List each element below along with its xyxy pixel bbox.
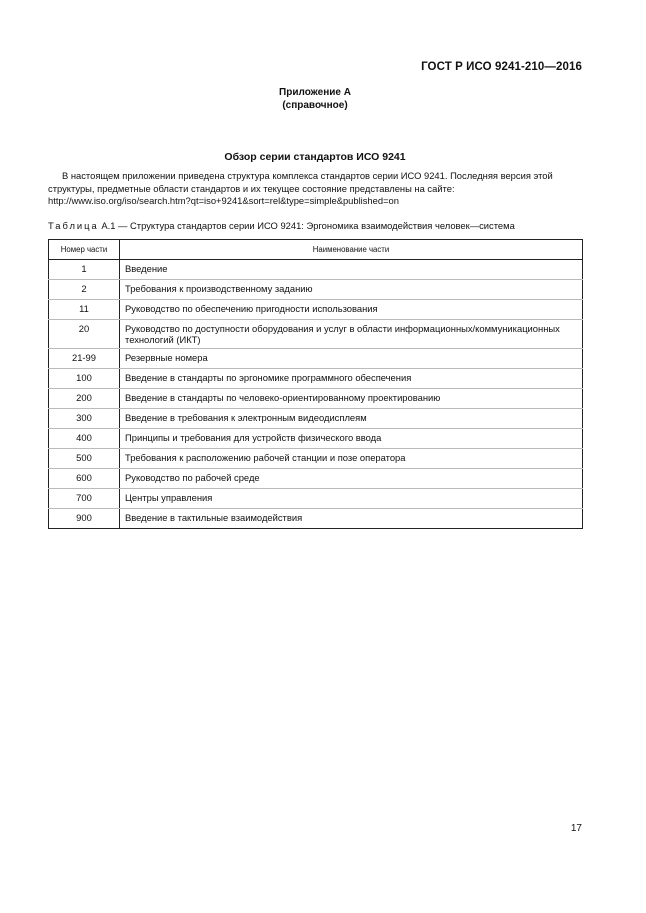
part-number: 200 (49, 389, 120, 409)
intro-text: В настоящем приложении приведена структура комплекса стандартов серии ИСО 9241. Последняя версия этой структуры, предметные области стандартов и их текущее состояние представлены на сайте: http://www.iso.org/iso/search.htm?qt=iso+9241&sort=rel&type=simple&published=on (48, 170, 553, 206)
table-body (49, 260, 583, 529)
table-row (49, 280, 583, 300)
part-name: Введение (120, 260, 583, 280)
annex-type: (справочное) (282, 100, 348, 111)
table-header-row (49, 240, 583, 260)
part-number: 20 (49, 320, 120, 349)
part-name: Введение в стандарты по эргономике программного обеспечения (120, 369, 583, 389)
table-row (49, 409, 583, 429)
part-name: Введение в стандарты по человеко-ориентированному проектированию (120, 389, 583, 409)
table-row (49, 300, 583, 320)
part-number: 21-99 (49, 349, 120, 369)
table-row (49, 260, 583, 280)
annex-heading (0, 86, 630, 112)
part-name: Руководство по обеспечению пригодности использования (120, 300, 583, 320)
part-name: Руководство по рабочей среде (120, 469, 583, 489)
intro-paragraph (48, 170, 584, 208)
table-row (49, 469, 583, 489)
part-number: 900 (49, 509, 120, 529)
part-name: Центры управления (120, 489, 583, 509)
part-number: 11 (49, 300, 120, 320)
table-caption-text: А.1 — Структура стандартов серии ИСО 9241: Эргономика взаимодействия человек—система (101, 220, 515, 231)
part-name: Требования к расположению рабочей станции и позе оператора (120, 449, 583, 469)
part-number: 300 (49, 409, 120, 429)
table-caption (48, 220, 588, 231)
part-number: 600 (49, 469, 120, 489)
column-header-name: Наименование части (120, 240, 583, 260)
part-number: 500 (49, 449, 120, 469)
table-row (49, 489, 583, 509)
part-name: Требования к производственному заданию (120, 280, 583, 300)
part-name: Введение в тактильные взаимодействия (120, 509, 583, 529)
part-number: 2 (49, 280, 120, 300)
table-row (49, 509, 583, 529)
table-row (49, 349, 583, 369)
section-title: Обзор серии стандартов ИСО 9241 (224, 151, 406, 163)
part-name: Принципы и требования для устройств физического ввода (120, 429, 583, 449)
page-number: 17 (570, 823, 582, 834)
document-code: ГОСТ Р ИСО 9241-210—2016 (421, 61, 582, 73)
part-number: 400 (49, 429, 120, 449)
table-row (49, 429, 583, 449)
part-name: Руководство по доступности оборудования и услуг в области информационных/коммуникационных технологий (ИКТ) (120, 320, 583, 349)
part-number: 700 (49, 489, 120, 509)
part-number: 1 (49, 260, 120, 280)
table-row (49, 389, 583, 409)
column-header-number: Номер части (49, 240, 120, 260)
table-row (49, 369, 583, 389)
annex-title: Приложение А (279, 87, 351, 98)
part-name: Резервные номера (120, 349, 583, 369)
standards-table (48, 239, 583, 529)
table-row (49, 449, 583, 469)
part-number: 100 (49, 369, 120, 389)
table-caption-prefix: Таблица (48, 220, 99, 231)
table-row (49, 320, 583, 349)
part-name: Введение в требования к электронным видеодисплеям (120, 409, 583, 429)
